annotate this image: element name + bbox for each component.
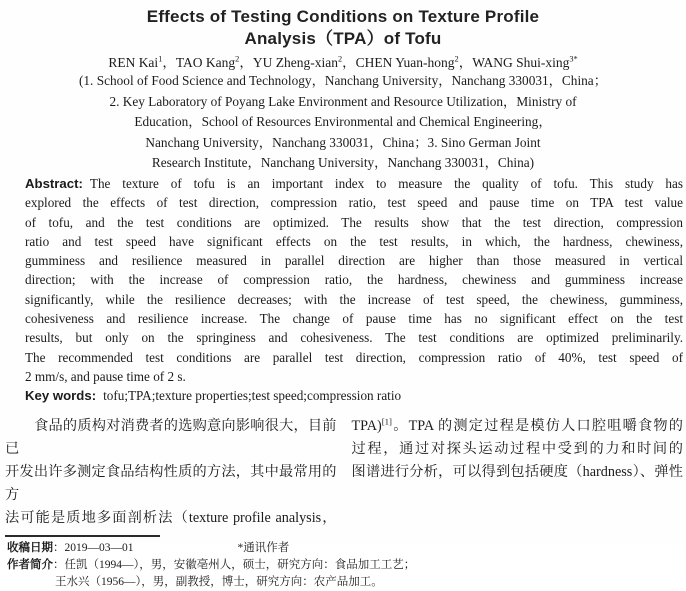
abstract-text: The texture of tofu is an important index to measure the quality of tofu. This study has [89,175,683,191]
paragraph-line: 开发出许多测定食品结构性质的方法，其中最常用的方 [5,463,337,503]
footnote-rule [5,535,160,537]
author-name: YU Zheng-xian [252,55,338,70]
footnote-bio-line [7,557,686,574]
author-name: WANG Shui-xing [472,55,570,70]
affiliation-line: Education，School of Resources Environmental and Chemical Engineering， [134,114,552,130]
authors-line [0,54,686,71]
author-superscript: 2 [235,54,240,64]
abstract-label: Abstract: [25,175,83,191]
received-date-label: 收稿日期 [7,541,53,554]
citation-superscript: [1] [381,415,392,426]
affiliation-line: (1. School of Food Science and Technology，Nanchang University，Nanchang 330031，China； [78,73,607,88]
keywords-label: Key words: [25,388,97,404]
footnote-received-line [7,540,686,557]
abstract-line: The recommended test conditions are parallel test direction, compression ratio of 40%, test speed of [25,349,683,365]
affiliation-line: Research Institute，Nanchang University，Nanchang 330031，China) [151,155,535,171]
affiliations-block [0,71,686,174]
abstract-line: direction; with the increase of compression ratio, the hardness, chewiness and gumminess increase [25,272,683,288]
author-superscript: 1 [158,54,163,64]
author-name: REN Kai [108,55,159,70]
body-column-left [5,415,337,530]
author-separator: ， [162,55,176,70]
author-separator: ， [239,55,253,70]
paper-title-line-1: Effects of Testing Conditions on Texture Profile [146,7,540,26]
body-columns [5,415,683,530]
affiliation-line: Nanchang University，Nanchang 330031，China；3. Sino German Joint [145,134,541,150]
abstract-line: cohesiveness and resilience increase. The change of pause time has no significant effect on the test [25,311,683,327]
received-date-value: ：2019—03—01 [53,541,134,554]
corresponding-author-note: *通讯作者 [237,541,290,554]
author-bio-value: ：任凯（1994—），男，安徽亳州人，硕士，研究方向：食品加工工艺； [53,558,416,571]
footnote-bio-line-2: 王水兴（1956—），男，副教授，博士，研究方向：农产品加工。 [55,575,383,588]
paragraph-text: TPA) [351,417,382,434]
affiliation-line: 2. Key Laboratory of Poyang Lake Environment and Resource Utilization，Ministry of [109,93,577,109]
abstract-line: of tofu, and the test conditions are optimized. The results show that the test direction, compression [25,214,683,230]
keywords-line [25,386,686,405]
footnote-block [7,540,686,591]
paragraph-text: 。TPA 的测定过程是模仿人口腔咀嚼食物的 [392,417,683,434]
body-column-right [352,415,684,530]
paragraph-line: 法可能是质地多面剖析法（texture profile analysis， [5,509,337,526]
author-superscript: 2 [454,54,459,64]
author-bio-label: 作者简介 [7,558,53,571]
paragraph-line [352,415,684,438]
abstract-line: ratio and test speed have significant effects on the test results, in which, the hardness, chewiness, [25,233,683,249]
abstract-line: explored the effects of test direction, compression ratio, test speed and pause time on TPA test value [25,195,683,211]
author-separator: ， [342,55,356,70]
paper-title-line-2: Analysis（TPA）of Tofu [244,29,442,48]
author-superscript: 2 [337,54,343,64]
abstract-section [25,174,683,386]
paper-title [0,0,686,50]
author-superscript: 3* [569,54,578,64]
paragraph-line: 食品的质构对消费者的选购意向影响很大，目前已 [5,417,337,457]
abstract-line: 2 mm/s, and pause time of 2 s. [25,368,186,384]
abstract-line: results, but only on the springiness and cohesiveness. The test conditions are optimized preliminarily. [25,330,683,346]
abstract-line [25,174,683,193]
author-name: CHEN Yuan-hong [355,55,455,70]
keywords-text: tofu;TPA;texture properties;test speed;compression ratio [103,388,402,404]
abstract-line: gumminess and resilience measured in parallel direction are higher than those measured in vertical [25,253,683,269]
abstract-line: significantly, while the resilience decreases; with the increase of test speed, the chewiness, gumminess, [25,291,683,307]
paragraph-line: 过程，通过对探头运动过程中受到的力和时间的 [351,440,683,457]
author-separator: ， [458,55,473,70]
paragraph-line: 图谱进行分析，可以得到包括硬度（hardness）、弹性 [351,463,683,480]
author-name: TAO Kang [175,55,236,70]
